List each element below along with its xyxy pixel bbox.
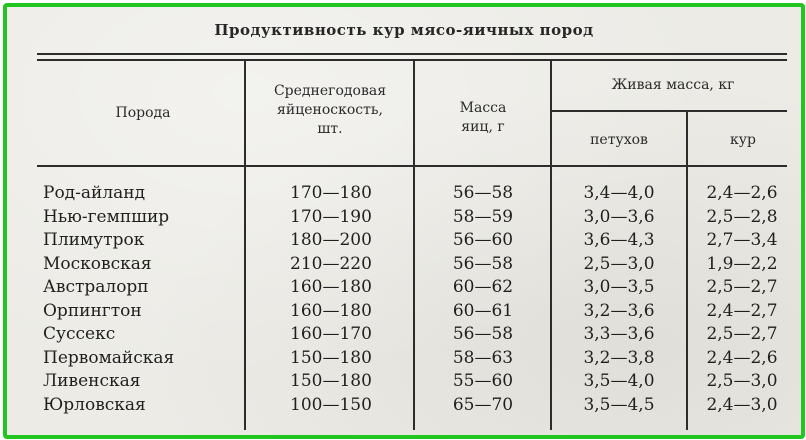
- cell-hens: 2,4—2,6: [706, 183, 778, 203]
- table-row: [7, 277, 801, 300]
- cell-roosters: 3,2—3,6: [583, 300, 655, 321]
- cell-egg-mass: 56—58: [452, 324, 514, 344]
- header-egg-mass-line2: яиц, г: [461, 119, 505, 135]
- cell-hens: 2,4—2,6: [706, 347, 778, 368]
- table-row: [7, 183, 801, 206]
- table-row: [7, 348, 801, 371]
- cell-egg-mass: 60—61: [452, 300, 514, 321]
- cell-hens: 2,4—3,0: [706, 394, 778, 415]
- cell-roosters: 3,3—3,6: [583, 324, 655, 344]
- live-mass-subrule: [551, 110, 787, 112]
- cell-roosters: 3,6—4,3: [583, 230, 655, 250]
- cell-roosters: 3,5—4,5: [583, 394, 655, 415]
- cell-breed: Орпингтон: [43, 300, 142, 321]
- table-row: [7, 254, 801, 277]
- cell-breed: Московская: [43, 253, 152, 274]
- cell-hens: 2,5—2,7: [706, 277, 778, 297]
- cell-egg-mass: 65—70: [452, 394, 514, 415]
- cell-eggs: 180—200: [290, 230, 372, 250]
- header-egg-mass-line1: Масса: [459, 100, 507, 116]
- scanned-page: [7, 7, 801, 435]
- header-eggs-line2: яйценоскость,: [277, 102, 383, 118]
- header-eggs-line3: шт.: [317, 121, 343, 137]
- cell-roosters: 3,4—4,0: [583, 183, 655, 203]
- cell-breed: Австралорп: [43, 277, 149, 297]
- table-row: [7, 371, 801, 394]
- header-hens: кур: [730, 132, 756, 148]
- table-row: [7, 324, 801, 347]
- cell-eggs: 100—150: [290, 394, 372, 415]
- cell-eggs: 160—180: [290, 300, 372, 321]
- cell-egg-mass: 58—63: [452, 347, 514, 368]
- cell-eggs: 150—180: [290, 371, 372, 391]
- cell-breed: Ливенская: [43, 371, 141, 391]
- cell-breed: Юрловская: [43, 394, 146, 415]
- image-frame: [3, 3, 805, 439]
- cell-roosters: 3,0—3,5: [583, 277, 655, 297]
- cell-roosters: 3,2—3,8: [583, 347, 655, 368]
- table-row: [7, 207, 801, 230]
- cell-egg-mass: 56—58: [452, 253, 514, 274]
- cell-roosters: 2,5—3,0: [583, 253, 655, 274]
- cell-eggs: 170—190: [290, 206, 372, 227]
- cell-breed: Род-айланд: [43, 183, 146, 203]
- cell-roosters: 3,5—4,0: [583, 371, 655, 391]
- header-eggs: [247, 82, 413, 139]
- cell-egg-mass: 56—58: [452, 183, 514, 203]
- cell-eggs: 160—180: [290, 277, 372, 297]
- cell-egg-mass: 58—59: [452, 206, 514, 227]
- cell-egg-mass: 60—62: [452, 277, 514, 297]
- cell-egg-mass: 55—60: [452, 371, 514, 391]
- top-rule: [37, 53, 787, 55]
- table-row: [7, 230, 801, 253]
- header-egg-mass: [415, 99, 551, 137]
- table-title: Продуктивность кур мясо-яичных пород: [214, 21, 594, 39]
- cell-eggs: 160—170: [290, 324, 372, 344]
- cell-egg-mass: 56—60: [452, 230, 514, 250]
- cell-hens: 2,5—2,7: [706, 324, 778, 344]
- header-roosters: петухов: [590, 132, 648, 148]
- table-row: [7, 395, 801, 418]
- header-breed: Порода: [115, 105, 171, 121]
- cell-eggs: 210—220: [290, 253, 372, 274]
- cell-breed: Нью-гемпшир: [43, 206, 170, 227]
- cell-breed: Плимутрок: [43, 230, 145, 250]
- header-live-mass: Живая масса, кг: [611, 77, 735, 93]
- cell-breed: Первомайская: [43, 347, 175, 368]
- cell-eggs: 150—180: [290, 347, 372, 368]
- cell-hens: 1,9—2,2: [706, 253, 778, 274]
- cell-hens: 2,5—2,8: [706, 206, 778, 227]
- cell-hens: 2,7—3,4: [706, 230, 778, 250]
- cell-roosters: 3,0—3,6: [583, 206, 655, 227]
- cell-hens: 2,4—2,7: [706, 300, 778, 321]
- header-bottom-rule: [37, 165, 787, 167]
- header-eggs-line1: Среднегодовая: [273, 83, 387, 99]
- table-row: [7, 301, 801, 324]
- cell-eggs: 170—180: [290, 183, 372, 203]
- top-rule-double: [37, 59, 787, 61]
- cell-breed: Суссекс: [43, 324, 116, 344]
- cell-hens: 2,5—3,0: [706, 371, 778, 391]
